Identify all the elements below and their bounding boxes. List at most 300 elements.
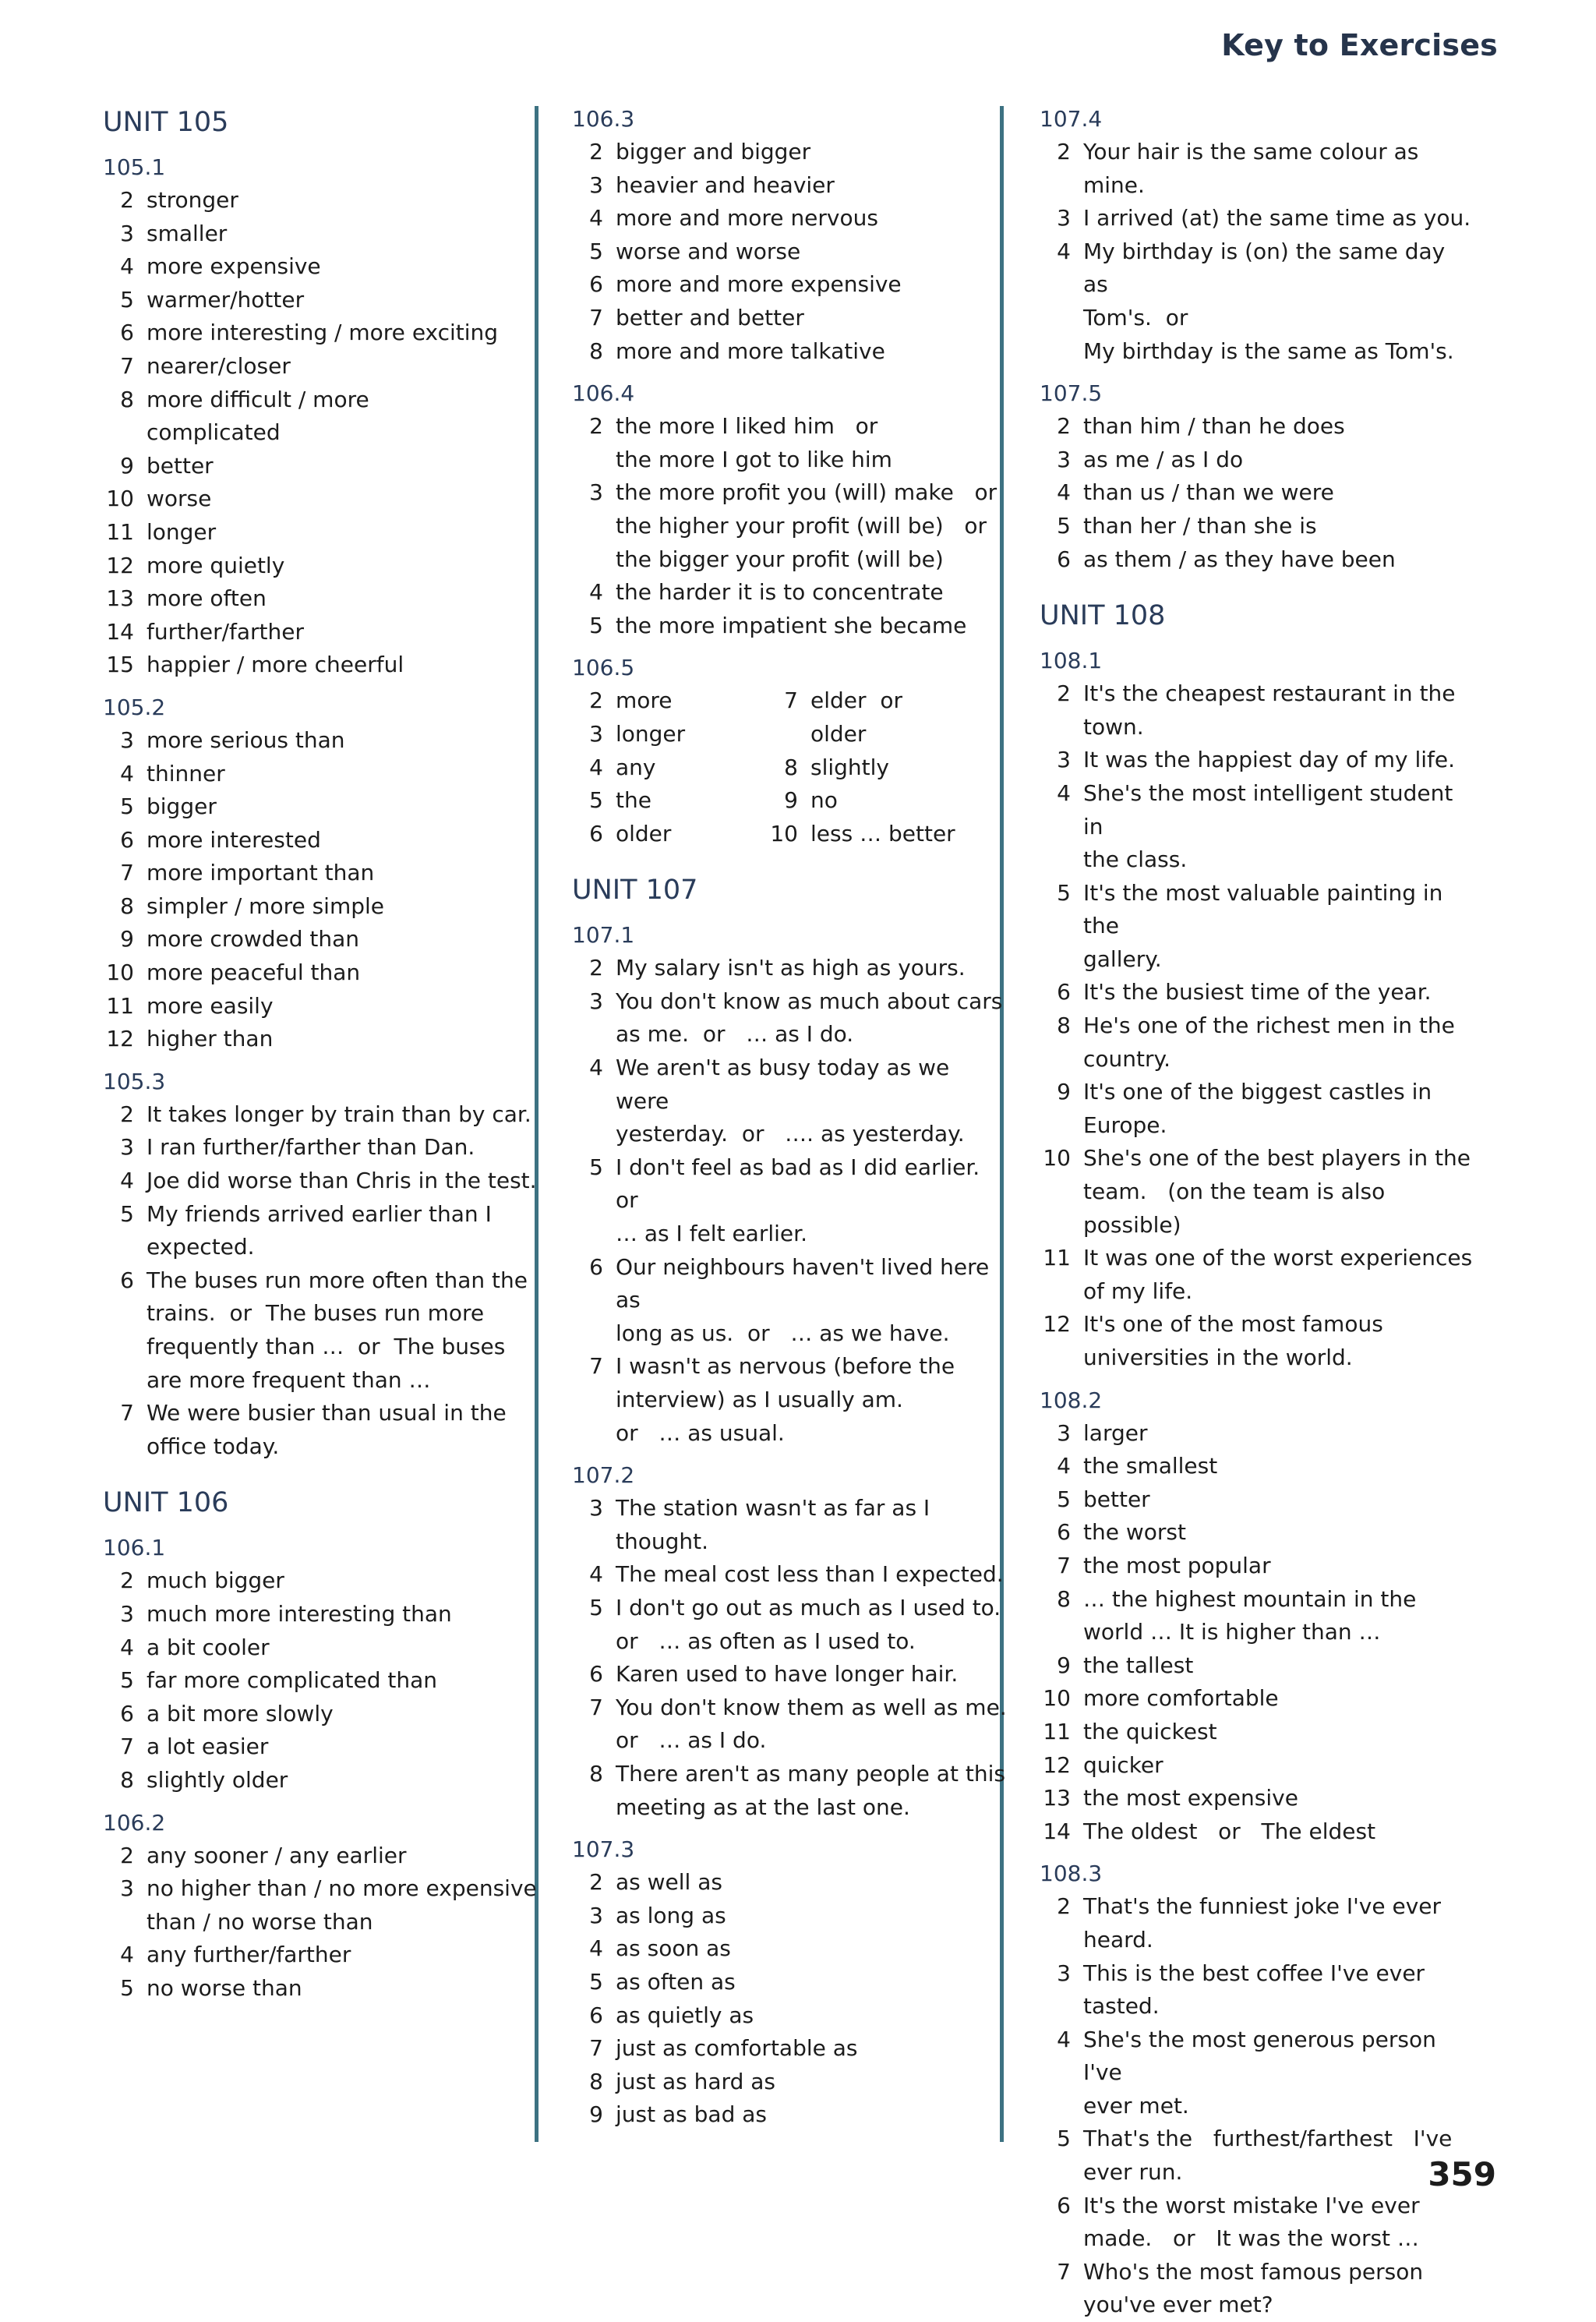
answer-item xyxy=(103,1264,539,1298)
answer-text: Karen used to have longer hair. xyxy=(616,1661,959,1688)
answer-item xyxy=(1040,1550,1476,1583)
answer-number: 4 xyxy=(120,760,134,786)
answer-text: less … better xyxy=(810,820,955,846)
answer-text: The oldest or The eldest xyxy=(1083,1818,1376,1844)
answer-number: 7 xyxy=(1057,1552,1071,1578)
answer-number: 7 xyxy=(589,304,603,330)
answer-number xyxy=(572,1118,603,1151)
answer-item xyxy=(103,990,539,1023)
answer-item xyxy=(103,582,539,616)
answer-number xyxy=(572,1724,603,1758)
answer-text: The station wasn't as far as I xyxy=(616,1495,930,1521)
answer-item xyxy=(572,1118,1008,1151)
answer-number: 4 xyxy=(1057,1453,1071,1479)
answer-text: He's one of the richest men in the xyxy=(1083,1013,1455,1039)
answer-number: 6 xyxy=(1057,2192,1071,2218)
unit-heading: UNIT 106 xyxy=(103,1487,229,1519)
answer-number: 3 xyxy=(120,1600,134,1627)
answer-item xyxy=(103,890,539,924)
answer-number: 2 xyxy=(589,955,603,981)
answer-text: the more I got to like him xyxy=(616,446,892,472)
answer-number xyxy=(103,1297,134,1331)
answer-item xyxy=(572,1791,1008,1825)
answer-text: the higher your profit (will be) or xyxy=(616,512,987,539)
answer-item xyxy=(103,1598,539,1631)
answer-number xyxy=(1040,1275,1071,1309)
answer-text: Joe did worse than Chris in the test. xyxy=(147,1168,537,1194)
answer-text: more interesting / more exciting xyxy=(147,320,499,346)
answer-item xyxy=(1040,1616,1476,1649)
answer-text: the harder it is to concentrate xyxy=(616,579,944,606)
answer-item xyxy=(103,1331,539,1364)
answer-number: 6 xyxy=(589,1253,603,1280)
answer-item xyxy=(103,824,539,857)
answer-text: It's the worst mistake I've ever xyxy=(1083,2192,1420,2218)
answer-item xyxy=(1040,1815,1476,1849)
answer-text: elder or older xyxy=(810,687,916,747)
answer-text: stronger xyxy=(147,187,238,213)
answer-item xyxy=(572,952,1008,985)
answer-text: you've ever met? xyxy=(1083,2292,1273,2318)
answer-number: 7 xyxy=(589,1694,603,1720)
answer-text: than us / than we were xyxy=(1083,479,1334,506)
answer-list xyxy=(572,952,1008,1450)
answer-text: older xyxy=(616,820,672,846)
answer-number: 3 xyxy=(589,171,603,198)
answer-item xyxy=(1040,843,1476,877)
answer-text: much more interesting than xyxy=(147,1600,452,1627)
exercise-heading: 108.2 xyxy=(1040,1387,1103,1413)
answer-number: 8 xyxy=(784,754,798,780)
answer-text: the quickest xyxy=(1083,1718,1217,1744)
answer-item xyxy=(1040,711,1476,744)
answer-item xyxy=(103,350,539,383)
answer-item xyxy=(572,2066,1008,2099)
answer-item xyxy=(1040,1890,1476,1924)
answer-text: than her / than she is xyxy=(1083,512,1317,539)
answer-text: I arrived (at) the same time as you. xyxy=(1083,205,1471,231)
answer-item xyxy=(103,649,539,682)
answer-list xyxy=(1040,410,1476,576)
answer-number: 7 xyxy=(120,352,134,379)
answer-number: 14 xyxy=(106,618,134,645)
answer-item xyxy=(572,1018,1008,1051)
answer-number: 7 xyxy=(589,1353,603,1380)
answer-list xyxy=(103,1840,539,2006)
answer-number xyxy=(1040,2090,1071,2123)
answer-number: 6 xyxy=(120,826,134,853)
answer-number xyxy=(1040,1043,1071,1076)
answer-number: 10 xyxy=(770,820,798,846)
answer-item xyxy=(572,1966,1008,1999)
answer-item xyxy=(103,956,539,990)
answer-text: any xyxy=(616,754,656,780)
answer-item xyxy=(103,1098,539,1132)
answer-text: the most popular xyxy=(1083,1552,1271,1578)
answer-item xyxy=(1040,1924,1476,1957)
column-2 xyxy=(572,103,1008,2132)
answer-item xyxy=(1040,1957,1476,1991)
answer-item xyxy=(767,751,969,785)
answer-text: or … as usual. xyxy=(616,1419,785,1446)
answer-text: tasted. xyxy=(1083,1993,1160,2020)
answer-number: 5 xyxy=(589,1594,603,1620)
answer-number: 5 xyxy=(589,1968,603,1995)
answer-item xyxy=(1040,1275,1476,1309)
exercise-heading: 107.5 xyxy=(1040,380,1103,407)
answer-number: 4 xyxy=(120,1942,134,1968)
answer-list xyxy=(103,724,539,1056)
answer-text: It's the cheapest restaurant in the xyxy=(1083,680,1456,707)
answer-item xyxy=(572,1758,1008,1791)
answer-item xyxy=(1040,1142,1476,1175)
exercise-heading: 106.5 xyxy=(572,655,635,681)
answer-number: 3 xyxy=(120,1875,134,1902)
answer-item xyxy=(572,1724,1008,1758)
answer-text: just as comfortable as xyxy=(616,2035,858,2062)
answer-number xyxy=(572,1317,603,1351)
answer-text: as them / as they have been xyxy=(1083,546,1396,572)
answer-item xyxy=(1040,543,1476,577)
answer-text: We were busier than usual in the xyxy=(147,1400,507,1426)
answer-item xyxy=(1040,335,1476,369)
answer-number xyxy=(572,1218,603,1251)
answer-text: … as I felt earlier. xyxy=(616,1221,807,1247)
answer-text: the worst xyxy=(1083,1519,1186,1546)
answer-item xyxy=(1040,1009,1476,1043)
answer-text: no xyxy=(810,787,838,814)
answer-text: Europe. xyxy=(1083,1112,1167,1138)
answer-number: 8 xyxy=(120,386,134,412)
answer-number: 2 xyxy=(120,187,134,213)
answer-item xyxy=(572,610,1008,643)
answer-item xyxy=(103,857,539,890)
answer-item xyxy=(572,302,1008,335)
answer-text: as well as xyxy=(616,1869,722,1896)
answer-item xyxy=(1040,877,1476,943)
answer-item xyxy=(103,284,539,317)
answer-item xyxy=(572,235,1008,269)
answer-item xyxy=(572,410,1008,444)
answer-item xyxy=(572,1384,1008,1417)
answer-text: That's the furthest/farthest I've xyxy=(1083,2126,1453,2152)
answer-text: far more complicated than xyxy=(147,1667,438,1694)
answer-text: She's the most intelligent student in xyxy=(1083,779,1460,839)
answer-text: ever run. xyxy=(1083,2159,1183,2186)
answer-text: more interested xyxy=(147,826,321,853)
answer-text: larger xyxy=(1083,1419,1148,1446)
answer-text: more comfortable xyxy=(1083,1685,1279,1712)
answer-number xyxy=(1040,2222,1071,2256)
answer-text: are more frequent than … xyxy=(147,1366,431,1393)
answer-text: a bit more slowly xyxy=(147,1700,334,1726)
answer-item xyxy=(1040,476,1476,510)
answer-item xyxy=(1040,136,1476,202)
answer-number xyxy=(572,1417,603,1451)
answer-item xyxy=(103,1364,539,1398)
answer-text: team. (on the team is also possible) xyxy=(1083,1179,1393,1238)
answer-number: 3 xyxy=(589,479,603,506)
answer-number: 9 xyxy=(120,452,134,479)
answer-text: more difficult / more xyxy=(147,386,369,412)
answer-list xyxy=(1040,136,1476,368)
answer-number: 7 xyxy=(1057,2258,1071,2285)
answer-number xyxy=(572,1625,603,1659)
answer-list xyxy=(1040,1417,1476,1849)
answer-item xyxy=(103,1840,539,1873)
answer-text: smaller xyxy=(147,220,228,246)
answer-number xyxy=(103,416,134,450)
answer-text: of my life. xyxy=(1083,1278,1193,1304)
answer-text: the smallest xyxy=(1083,1453,1218,1479)
answer-text: You don't know as much about cars xyxy=(616,988,1003,1014)
answer-number: 15 xyxy=(106,652,134,678)
answer-item xyxy=(572,444,1008,477)
answer-text: further/farther xyxy=(147,618,305,645)
answer-text: as soon as xyxy=(616,1935,731,1962)
answer-item xyxy=(1040,302,1476,335)
answer-text: the more impatient she became xyxy=(616,612,967,638)
answer-number xyxy=(1040,2288,1071,2322)
answer-number: 6 xyxy=(120,1700,134,1726)
answer-number: 4 xyxy=(120,1634,134,1660)
answer-text: It's one of the most famous xyxy=(1083,1311,1383,1338)
answer-item xyxy=(1040,1483,1476,1517)
exercise-heading: 107.2 xyxy=(572,1462,635,1489)
answer-item xyxy=(103,790,539,824)
exercise-heading: 108.1 xyxy=(1040,648,1103,674)
answer-number: 4 xyxy=(1057,479,1071,506)
answer-item xyxy=(572,136,1008,169)
answer-text: made. or It was the worst … xyxy=(1083,2225,1419,2252)
answer-text: the tallest xyxy=(1083,1652,1194,1678)
answer-number xyxy=(103,1364,134,1398)
answer-text: the xyxy=(616,787,651,814)
answer-text: heard. xyxy=(1083,1926,1153,1953)
answer-item xyxy=(1040,235,1476,302)
answer-text: more important than xyxy=(147,860,375,886)
answer-item xyxy=(1040,1516,1476,1550)
answer-number: 8 xyxy=(120,1766,134,1793)
answer-text: You don't know them as well as me. xyxy=(616,1694,1007,1720)
answer-text: There aren't as many people at this xyxy=(616,1760,1005,1787)
answer-number: 5 xyxy=(1057,1486,1071,1512)
answer-item xyxy=(572,718,767,751)
answer-text: This is the best coffee I've ever xyxy=(1083,1960,1425,1986)
answer-text: The meal cost less than I expected. xyxy=(616,1561,1004,1588)
answer-item xyxy=(1040,2256,1476,2289)
answer-item xyxy=(1040,1043,1476,1076)
answer-text: complicated xyxy=(147,419,281,446)
answer-text: as often as xyxy=(616,1968,736,1995)
answer-item xyxy=(572,1492,1008,1525)
answer-text: slightly xyxy=(810,754,889,780)
page-number: 359 xyxy=(1428,2155,1496,2193)
answer-number: 4 xyxy=(589,754,603,780)
answer-text: happier / more cheerful xyxy=(147,652,404,678)
answer-item xyxy=(572,1932,1008,1966)
answer-text: We aren't as busy today as we were xyxy=(616,1055,957,1114)
answer-number: 5 xyxy=(1057,879,1071,906)
answer-item xyxy=(572,751,767,785)
answer-item xyxy=(103,516,539,550)
answer-number: 7 xyxy=(120,1734,134,1760)
exercise-heading: 106.1 xyxy=(103,1535,166,1561)
answer-item xyxy=(572,985,1008,1019)
answer-item xyxy=(1040,1175,1476,1242)
answer-text: worse and worse xyxy=(616,238,801,264)
answer-number: 12 xyxy=(1043,1311,1071,1338)
answer-item xyxy=(572,510,1008,543)
answer-number: 7 xyxy=(120,860,134,886)
answer-item xyxy=(767,684,969,751)
answer-number: 5 xyxy=(1057,512,1071,539)
answer-text: more peaceful than xyxy=(147,960,361,986)
answer-item xyxy=(103,482,539,516)
answer-text: more and more talkative xyxy=(616,338,885,364)
answer-number: 5 xyxy=(120,286,134,313)
answer-number: 8 xyxy=(589,2068,603,2094)
answer-text: gallery. xyxy=(1083,945,1162,972)
answer-number: 4 xyxy=(1057,779,1071,806)
answer-item xyxy=(572,1317,1008,1351)
answer-number: 13 xyxy=(106,585,134,612)
exercise-heading: 106.3 xyxy=(572,106,635,132)
answer-number: 4 xyxy=(589,1935,603,1962)
answer-text: I ran further/farther than Dan. xyxy=(147,1134,475,1161)
answer-number: 6 xyxy=(120,320,134,346)
answer-text: Who's the most famous person xyxy=(1083,2258,1424,2285)
answer-number: 8 xyxy=(589,1760,603,1787)
answer-item xyxy=(1040,1450,1476,1483)
answer-text: no higher than / no more expensive xyxy=(147,1875,537,1902)
answer-text: That's the funniest joke I've ever xyxy=(1083,1893,1442,1920)
answer-number: 12 xyxy=(106,1026,134,1052)
answer-number: 5 xyxy=(589,612,603,638)
answer-item xyxy=(1040,1308,1476,1341)
answer-text: bigger and bigger xyxy=(616,139,811,164)
answer-text: My birthday is (on) the same day as xyxy=(1083,238,1453,298)
answer-number: 4 xyxy=(589,1055,603,1081)
answer-number: 10 xyxy=(106,486,134,512)
answer-number xyxy=(1040,1616,1071,1649)
answer-text: It was the happiest day of my life. xyxy=(1083,747,1456,773)
answer-text: than / no worse than xyxy=(147,1908,373,1935)
answer-number: 2 xyxy=(1057,413,1071,440)
answer-text: worse xyxy=(147,486,212,512)
answer-text: world … It is higher than … xyxy=(1083,1619,1381,1645)
answer-item xyxy=(572,1151,1008,1218)
answer-text: I don't feel as bad as I did earlier. or xyxy=(616,1154,1001,1214)
answer-item xyxy=(1040,2189,1476,2223)
answer-text: quicker xyxy=(1083,1751,1163,1778)
answer-item xyxy=(767,784,969,818)
answer-number: 2 xyxy=(589,1869,603,1896)
answer-text: Our neighbours haven't lived here as xyxy=(616,1253,997,1313)
answer-number xyxy=(1040,1175,1071,1242)
answer-text: … the highest mountain in the xyxy=(1083,1585,1417,1612)
answer-item xyxy=(1040,410,1476,444)
answer-text: She's the most generous person I've xyxy=(1083,2026,1443,2086)
answer-item xyxy=(103,1198,539,1232)
answer-text: better and better xyxy=(616,304,804,330)
answer-number: 3 xyxy=(120,220,134,246)
answer-item xyxy=(103,1131,539,1165)
answer-text: as long as xyxy=(616,1902,726,1928)
answer-number: 13 xyxy=(1043,1785,1071,1811)
exercise-heading: 105.2 xyxy=(103,694,166,720)
answer-text: She's one of the best players in the xyxy=(1083,1145,1471,1172)
answer-list xyxy=(572,1866,1008,2132)
answer-item xyxy=(103,1872,539,1906)
answer-text: as me. or … as I do. xyxy=(616,1021,854,1048)
answer-number: 2 xyxy=(120,1101,134,1127)
answer-text: yesterday. or …. as yesterday. xyxy=(616,1121,965,1147)
answer-number: 11 xyxy=(1043,1245,1071,1271)
answer-item xyxy=(103,1397,539,1430)
answer-number: 3 xyxy=(1057,1960,1071,1986)
answer-number xyxy=(572,1018,603,1051)
answer-number: 4 xyxy=(589,205,603,231)
exercise-heading: 106.4 xyxy=(572,380,635,407)
answer-number xyxy=(572,444,603,477)
answer-item xyxy=(103,383,539,417)
answer-item xyxy=(103,217,539,251)
answer-number xyxy=(1040,1109,1071,1143)
answer-item xyxy=(572,1691,1008,1725)
answer-number: 12 xyxy=(106,552,134,578)
answer-item xyxy=(572,1999,1008,2033)
answer-text: trains. or The buses run more xyxy=(147,1300,485,1327)
exercise-heading: 105.3 xyxy=(103,1068,166,1094)
answer-number: 5 xyxy=(589,1154,603,1180)
answer-number: 3 xyxy=(1057,446,1071,472)
answer-text: higher than xyxy=(147,1026,274,1052)
answer-number: 11 xyxy=(1043,1718,1071,1744)
answer-text: as me / as I do xyxy=(1083,446,1244,472)
answer-number: 6 xyxy=(120,1267,134,1293)
answer-text: frequently than … or The buses xyxy=(147,1334,506,1359)
answer-number: 5 xyxy=(120,793,134,820)
answer-item xyxy=(1040,1749,1476,1783)
answer-number: 5 xyxy=(1057,2126,1071,2152)
answer-text: much bigger xyxy=(147,1567,284,1594)
answer-item xyxy=(572,576,1008,610)
answer-list xyxy=(103,1564,539,1797)
answer-number: 11 xyxy=(106,518,134,545)
answer-text: more and more nervous xyxy=(616,205,878,231)
answer-item xyxy=(1040,777,1476,843)
answer-text: simpler / more simple xyxy=(147,892,385,919)
answer-item xyxy=(103,1764,539,1797)
answer-number: 8 xyxy=(1057,1013,1071,1039)
answer-number: 6 xyxy=(589,820,603,846)
answer-text: no worse than xyxy=(147,1974,302,2001)
answer-item xyxy=(103,1972,539,2006)
answer-text: Tom's. or xyxy=(1083,304,1188,330)
answer-text: It's one of the biggest castles in xyxy=(1083,1079,1432,1105)
answer-item xyxy=(103,1631,539,1665)
answer-item xyxy=(572,1658,1008,1691)
answer-text: better xyxy=(1083,1486,1150,1512)
answer-text: just as bad as xyxy=(616,2101,767,2128)
answer-number: 3 xyxy=(589,1495,603,1521)
answer-item xyxy=(572,818,767,851)
answer-text: longer xyxy=(616,720,686,747)
answer-item xyxy=(103,616,539,649)
answer-grid xyxy=(572,684,1008,850)
answer-number: 8 xyxy=(589,338,603,364)
